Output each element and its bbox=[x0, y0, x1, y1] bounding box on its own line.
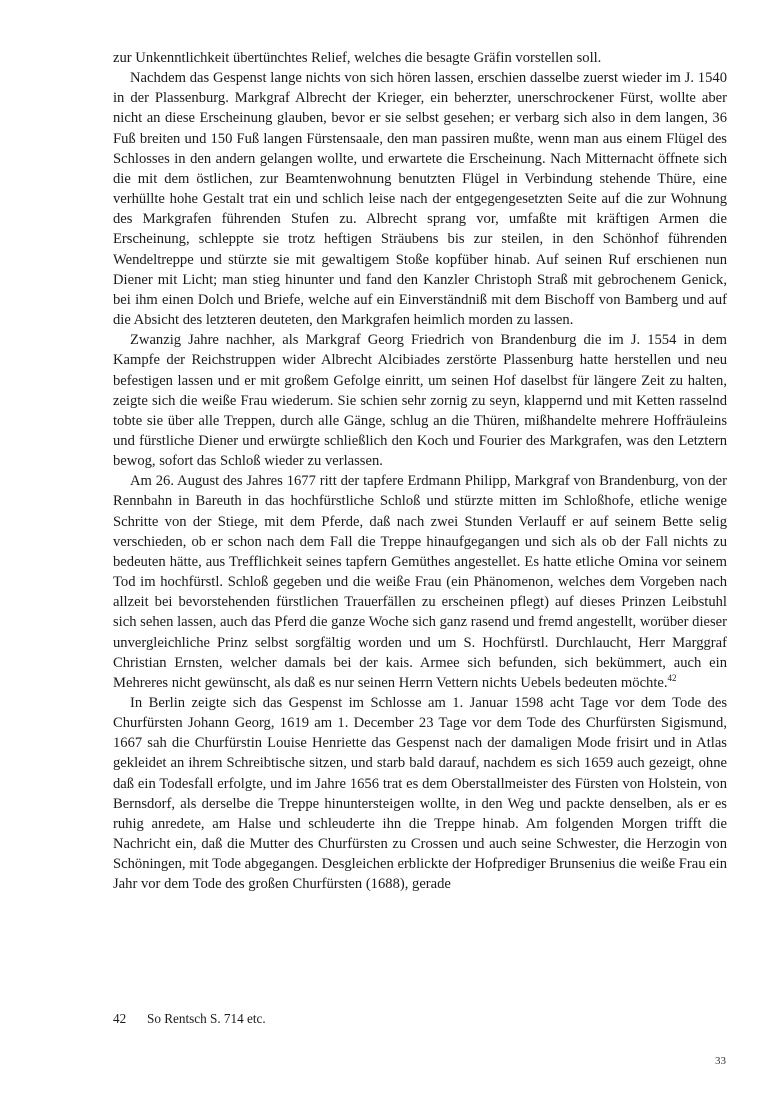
footnote-reference[interactable]: 42 bbox=[667, 672, 677, 683]
footnote-text: So Rentsch S. 714 etc. bbox=[147, 1011, 266, 1026]
paragraph-4-text: Am 26. August des Jahres 1677 ritt der tapfere Erdmann Philipp, Markgraf von Brandenburg, von der Rennbahn in Bareuth in das hochfürstliche Schloß und stürzte mitten im Schloßhofe, etliche wenige Schritte von der Stiege, mit dem Pferde, daß nach zwei Stunden Verlauff er auf seinem Bette selig verschieden, ob er schon nach dem Fall die Treppe hinaufgegangen und sich als ob der Fall nichts zu bedeuten hätte, aus Trefflichkeit seines tapfern Gemüthes angestellet. Es hatte etliche Omina vor seinem Tod im hochfürstl. Schloß gegeben und die weiße Frau (ein Phänomenon, welches dem Vorgeben nach allzeit bei bevorstehenden fürstlichen Trauerfällen zu erscheinen pflegt) auf dieses Prinzen Leibstuhl sich sehen lassen, auch das Pferd die ganze Woche sich ganz rasend und fremd angestellt, worüber dieser unvergleichliche Prinz selbst sorgfältig worden und um S. Hochfürstl. Durchlaucht, Herr Marggraf Christian Ernsten, welcher damals bei der kais. Armee sich befunden, sich bekümmert, auch ein Mehreres nicht gewünscht, als daß es nur seinen Herrn Vettern nichts Uebels bedeuten möchte. bbox=[113, 473, 727, 691]
paragraph-3: Zwanzig Jahre nachher, als Markgraf Georg Friedrich von Brandenburg die im J. 1554 in dem Kampfe der Reichstruppen wider Albrecht Alcibiades zerstörte Plassenburg hatte herstellen und neu befestigen lassen und er mit großem Gefolge einritt, um seinen Hof daselbst für längere Zeit zu halten, zeigte sich die weiße Frau wiederum. Sie schien sehr zornig zu seyn, klappernd und mit Ketten rasselnd tobte sie über alle Treppen, durch alle Gänge, schlug an die Thüren, mißhandelte mehrere Hoffräuleins und fürstliche Diener und erwürgte schließlich den Koch und Fourier des Markgrafen, was den Letztern bewog, sofort das Schloß wieder zu verlassen. bbox=[113, 332, 727, 470]
page-body bbox=[113, 48, 727, 895]
footnote bbox=[113, 1011, 727, 1027]
paragraph-2: Nachdem das Gespenst lange nichts von sich hören lassen, erschien dasselbe zuerst wieder im J. 1540 in der Plassenburg. Markgraf Albrecht der Krieger, ein beherzter, unerschrockener Fürst, wollte aber nicht an diese Erscheinung glauben, bevor er sie selbst gesehen; er verbarg sich also in dem langen, 36 Fuß breiten und 150 Fuß langen Fürstensaale, den man passiren mußte, wenn man aus einem Flügel des Schlosses in den andern gelangen wollte, und erwartete die Erscheinung. Nach Mitternacht öffnete sich die mit dem östlichen, zur Beamtenwohnung benutzten Flügel in Verbindung stehende Thüre, eine verhüllte hohe Gestalt trat ein und schlich leise nach der entgegengesetzten Seite auf die zur Wohnung des Markgrafen führenden Stufen zu. Albrecht sprang vor, umfaßte mit kräftigen Armen die Erscheinung, schleppte sie trotz heftigen Sträubens bis zur steilen, in den Schönhof führenden Wendeltreppe und stürzte sie mit gewaltigem Stoße kopfüber hinab. Auf seinen Ruf erschienen nun Diener mit Licht; man stieg hinunter und fand den Kanzler Christoph Straß mit gebrochenem Genick, bei ihm einen Dolch und Briefe, welche auf ein Einverständniß mit dem Bischoff von Bamberg und auf die Absicht des letzteren deuteten, den Markgrafen heimlich morden zu lassen. bbox=[113, 70, 727, 329]
page-number: 33 bbox=[715, 1055, 726, 1067]
paragraph-5: In Berlin zeigte sich das Gespenst im Schlosse am 1. Januar 1598 acht Tage vor dem Tode des Churfürsten Johann Georg, 1619 am 1. December 23 Tage vor dem Tode des Churfürsten Sigismund, 1667 sah die Churfürstin Louise Henriette das Gespenst nach der damaligen Mode frisirt und in Atlas gekleidet an ihrem Schreibtische sitzen, und starb bald darauf, nachdem es sich 1659 auch gezeigt, ohne daß ein Todesfall erfolgte, und im Jahre 1656 trat es dem Oberstallmeister des Fürsten von Holstein, von Bernsdorf, als derselbe die Treppe hinuntersteigen wollte, in den Weg und packte denselben, als er es ruhig anredete, am Halse und schleuderte ihn die Treppe hinab. Am folgenden Morgen trifft die Nachricht ein, daß die Mutter des Churfürsten zu Crossen und auch seine Schwester, die Herzogin von Schöningen, mit Tode abgegangen. Desgleichen erblickte der Hofprediger Brunsenius die weiße Frau ein Jahr vor dem Tode des großen Churfürsten (1688), gerade bbox=[113, 695, 727, 893]
paragraph-1: zur Unkenntlichkeit übertünchtes Relief, welches die besagte Gräfin vorstellen soll. bbox=[113, 50, 602, 66]
footnote-number: 42 bbox=[113, 1011, 127, 1026]
paragraph-4 bbox=[113, 471, 727, 693]
